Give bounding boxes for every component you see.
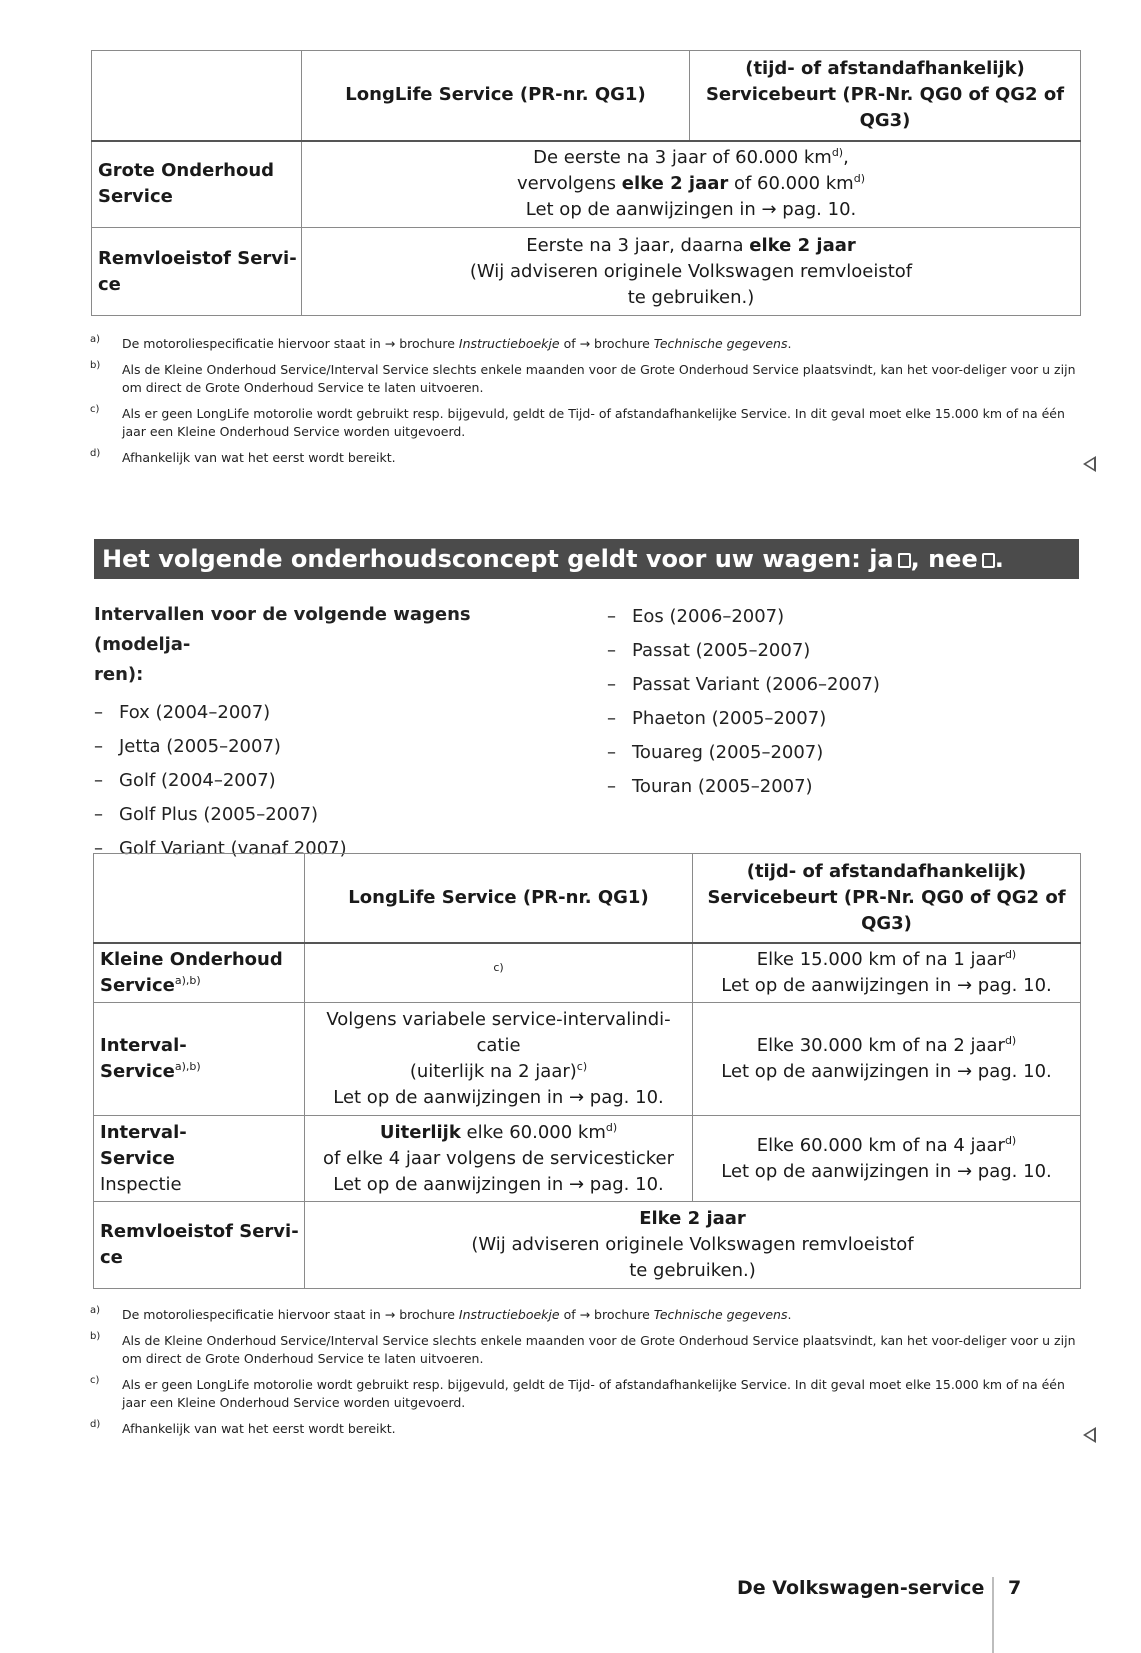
dash-icon: – — [607, 640, 616, 661]
footnote-text: Als er geen LongLife motorolie wordt gebruikt resp. bijgevuld, geldt de Tijd- of afstandafhankelijke Service. In dit geval moet elke 15.000 km of na één jaar een Kleine Onderhoud Service worden uitgevoerd. — [122, 406, 1065, 439]
footnote-mark: c) — [90, 404, 100, 415]
value-text: Elke 60.000 km of na 4 jaar — [756, 1134, 1005, 1156]
footnote-mark: a) — [90, 334, 101, 345]
model-item — [607, 634, 880, 668]
footnote-a — [90, 1306, 1080, 1324]
dash-icon: – — [607, 674, 616, 695]
model-name: Touran (2005–2007) — [632, 776, 813, 797]
value-line — [305, 1206, 1080, 1232]
footnotes-2 — [90, 1306, 1080, 1446]
header-empty-cell — [92, 51, 302, 141]
model-item — [94, 798, 564, 832]
footnote-ref: a),b) — [174, 1060, 201, 1073]
model-item — [94, 730, 564, 764]
dash-icon: – — [607, 708, 616, 729]
footnote-ref: d) — [1004, 947, 1017, 961]
row-label-text: Service — [100, 974, 175, 996]
header-longlife — [305, 854, 693, 943]
footnote-mark: d) — [90, 448, 101, 459]
brochure-title: Instructieboekje — [458, 336, 560, 351]
value-line — [693, 1133, 1080, 1159]
value-text: Elke 30.000 km of na 2 jaar — [756, 1035, 1005, 1056]
model-name: Passat (2005–2007) — [632, 640, 811, 661]
value-line: (Wij adviseren originele Volkswagen remvloeistof — [471, 1234, 914, 1255]
model-name: Golf (2004–2007) — [119, 770, 276, 791]
footnote-ref: d) — [1004, 1034, 1017, 1047]
footer-separator — [992, 1577, 994, 1653]
model-name: Fox (2004–2007) — [119, 702, 271, 723]
value-emphasis: elke 2 jaar — [749, 234, 856, 256]
value-text: Eerste na 3 jaar, daarna — [526, 234, 750, 256]
header-longlife — [302, 51, 690, 141]
model-item — [94, 696, 564, 730]
value-text: elke 60.000 km — [460, 1121, 606, 1143]
footnote-b — [90, 1332, 1080, 1368]
row-label-line: Remvloeistof Servi- — [98, 247, 297, 269]
row-value-remvloeistof — [305, 1202, 1081, 1289]
footnote-ref: c) — [493, 960, 504, 974]
value-line: Volgens variabele service-intervalindi- — [326, 1009, 671, 1030]
model-item — [607, 770, 880, 804]
header-timed-service — [690, 51, 1081, 141]
value-line: te gebruiken.) — [627, 286, 755, 308]
row-label-line: Interval- — [100, 1121, 187, 1143]
page-number: 7 — [1008, 1577, 1022, 1599]
row-label-line — [100, 1059, 304, 1085]
footnote-b — [90, 361, 1080, 397]
footnote-ref: d) — [605, 1120, 618, 1134]
value-line: te gebruiken.) — [629, 1260, 756, 1281]
row-label-line: Service — [98, 186, 173, 208]
model-name: Jetta (2005–2007) — [119, 736, 281, 757]
table-row — [94, 1202, 1081, 1289]
header-timed-line: (tijd- of afstandafhankelijk) — [746, 860, 1027, 882]
model-name: Touareg (2005–2007) — [632, 742, 824, 763]
brochure-title: Technische gegevens — [653, 336, 788, 351]
brochure-title: Instructieboekje — [458, 1307, 560, 1322]
row-label-remvloeistof — [94, 1202, 305, 1289]
row-label-text: Service — [100, 1061, 175, 1082]
dash-icon: – — [94, 770, 103, 791]
timed-value — [693, 1116, 1081, 1202]
footnote-text: De motoroliespecificatie hiervoor staat in → brochure — [122, 1307, 459, 1322]
value-line — [302, 171, 1080, 197]
section-heading-text: , nee — [910, 545, 978, 573]
value-text: (uiterlijk na 2 jaar) — [409, 1061, 577, 1082]
value-line — [693, 947, 1080, 973]
footnote-text: Als de Kleine Onderhoud Service/Interval Service slechts enkele maanden voor de Grote Onderhoud Service plaatsvindt, kan het voor-deliger voor u zijn om direct de Grote Onderhoud Service te laten uitvoeren. — [122, 1333, 1076, 1366]
page-reference: Let op de aanwijzingen in → pag. 10. — [721, 1160, 1052, 1182]
footnote-text: De motoroliespecificatie hiervoor staat in → brochure — [122, 336, 459, 351]
value-text: De eerste na 3 jaar of 60.000 km — [533, 147, 832, 169]
footnote-c — [90, 1376, 1080, 1412]
model-name: Golf Variant (vanaf 2007) — [119, 838, 347, 859]
footnote-ref: c) — [576, 1060, 588, 1073]
value-text: Elke 15.000 km of na 1 jaar — [756, 948, 1005, 970]
model-list-left — [94, 600, 564, 866]
dash-icon: – — [94, 736, 103, 757]
section-heading-text: . — [994, 545, 1004, 573]
table-row — [94, 1116, 1081, 1202]
footnote-text: . — [787, 336, 792, 351]
model-item — [607, 600, 880, 634]
footnote-mark: b) — [90, 360, 101, 371]
header-empty-cell — [94, 854, 305, 943]
section-heading-text: Het volgende onderhoudsconcept geldt voor uw wagen: ja — [102, 545, 894, 573]
header-longlife-text: LongLife Service (PR-nr. QG1) — [345, 84, 646, 106]
footnote-text: Afhankelijk van wat het eerst wordt bereikt. — [122, 450, 396, 465]
footnote-text: of → brochure — [559, 336, 654, 351]
table-row — [92, 228, 1081, 316]
row-label-kleine-onderhoud — [94, 943, 305, 1003]
table-row — [92, 141, 1081, 228]
header-timed-line: QG3) — [861, 912, 912, 934]
row-label-line: Kleine Onderhoud — [100, 948, 283, 970]
longlife-value — [305, 1003, 693, 1116]
footnote-d — [90, 449, 1080, 467]
value-text: vervolgens — [516, 173, 622, 195]
dash-icon: – — [607, 606, 616, 627]
model-name: Phaeton (2005–2007) — [632, 708, 827, 729]
header-timed-line: Servicebeurt (PR-Nr. QG0 of QG2 of — [707, 886, 1066, 908]
row-label-line: ce — [100, 1247, 123, 1268]
footnote-text: Als de Kleine Onderhoud Service/Interval Service slechts enkele maanden voor de Grote Onderhoud Service plaatsvindt, kan het voor-deliger voor u zijn om direct de Grote Onderhoud Service te laten uitvoeren. — [122, 362, 1076, 395]
value-emphasis: Uiterlijk — [379, 1121, 461, 1143]
value-line — [305, 1120, 692, 1146]
footnote-mark: d) — [90, 1419, 101, 1430]
model-item — [607, 702, 880, 736]
value-line — [302, 145, 1080, 171]
footer-section-title: De Volkswagen-service — [737, 1577, 985, 1599]
footnote-mark: b) — [90, 1331, 101, 1342]
dash-icon: – — [94, 702, 103, 723]
row-label-interval-service — [94, 1003, 305, 1116]
footnote-text: of → brochure — [559, 1307, 654, 1322]
footnote-d — [90, 1420, 1080, 1438]
value-line: catie — [476, 1035, 521, 1056]
footnote-c — [90, 405, 1080, 441]
model-item — [94, 764, 564, 798]
row-label-line: Inspectie — [100, 1173, 182, 1195]
intro-line: Intervallen voor de volgende wagens (modelja- — [94, 604, 471, 655]
row-label-interval-inspectie — [94, 1116, 305, 1202]
footnote-ref: d) — [853, 172, 866, 186]
row-label-line: ce — [98, 273, 121, 295]
footnote-text: Afhankelijk van wat het eerst wordt bereikt. — [122, 1421, 396, 1436]
page-reference: Let op de aanwijzingen in → pag. 10. — [721, 1061, 1052, 1082]
model-list-right — [607, 600, 880, 804]
footnote-ref: d) — [831, 146, 844, 160]
header-longlife-text: LongLife Service (PR-nr. QG1) — [348, 886, 649, 908]
value-text: , — [843, 147, 849, 169]
service-table-1 — [91, 50, 1081, 316]
model-item — [607, 668, 880, 702]
model-name: Eos (2006–2007) — [632, 606, 785, 627]
model-name: Golf Plus (2005–2007) — [119, 804, 319, 825]
longlife-value — [305, 943, 693, 1003]
header-timed-line: (tijd- of afstandafhankelijk) — [745, 58, 1025, 80]
row-label-line — [100, 973, 304, 999]
dash-icon: – — [94, 838, 103, 859]
page-reference: Let op de aanwijzingen in → pag. 10. — [525, 199, 857, 221]
table-header-row — [94, 854, 1081, 943]
section-heading — [94, 539, 1079, 579]
value-line: of elke 4 jaar volgens de servicesticker — [322, 1147, 675, 1169]
value-text: of 60.000 km — [728, 173, 854, 195]
value-line — [305, 1059, 692, 1085]
footnote-mark: a) — [90, 1305, 101, 1316]
section-end-triangle-icon — [1083, 456, 1096, 472]
table-row — [94, 1003, 1081, 1116]
service-table-2 — [93, 853, 1081, 1289]
header-timed-service — [693, 854, 1081, 943]
value-emphasis: Elke 2 jaar — [639, 1208, 746, 1229]
section-end-triangle-icon — [1083, 1427, 1096, 1443]
checkbox-yes-icon[interactable] — [898, 553, 911, 568]
row-label-line: Grote Onderhoud — [98, 160, 275, 182]
value-line — [693, 1033, 1080, 1059]
value-emphasis: elke 2 jaar — [621, 173, 729, 195]
footnote-text: Als er geen LongLife motorolie wordt gebruikt resp. bijgevuld, geldt de Tijd- of afstandafhankelijke Service. In dit geval moet elke 15.000 km of na één jaar een Kleine Onderhoud Service worden uitgevoerd. — [122, 1377, 1065, 1410]
row-label-line: Service — [100, 1147, 175, 1169]
row-label-grote-onderhoud — [92, 141, 302, 228]
footnote-mark: c) — [90, 1375, 100, 1386]
dash-icon: – — [607, 742, 616, 763]
row-label-line: Interval- — [100, 1035, 187, 1056]
footnote-ref: d) — [1004, 1133, 1017, 1147]
header-timed-line: QG3) — [859, 110, 911, 132]
page-reference: Let op de aanwijzingen in → pag. 10. — [333, 1173, 664, 1195]
table-header-row — [92, 51, 1081, 141]
checkbox-no-icon[interactable] — [982, 553, 995, 568]
row-label-line: Remvloeistof Servi- — [100, 1221, 299, 1242]
row-label-remvloeistof — [92, 228, 302, 316]
model-list-intro — [94, 600, 564, 690]
intro-line: ren): — [94, 664, 144, 685]
row-value-grote-onderhoud — [302, 141, 1081, 228]
longlife-value — [305, 1116, 693, 1202]
value-line — [302, 233, 1080, 259]
footnotes-1 — [90, 335, 1080, 475]
page-reference: Let op de aanwijzingen in → pag. 10. — [333, 1087, 664, 1108]
table-row — [94, 943, 1081, 1003]
timed-value — [693, 1003, 1081, 1116]
dash-icon: – — [94, 804, 103, 825]
header-timed-line: Servicebeurt (PR-Nr. QG0 of QG2 of — [705, 84, 1065, 106]
footnote-a — [90, 335, 1080, 353]
timed-value — [693, 943, 1081, 1003]
dash-icon: – — [607, 776, 616, 797]
footnote-ref: a),b) — [174, 973, 201, 987]
brochure-title: Technische gegevens — [653, 1307, 788, 1322]
footnote-text: . — [787, 1307, 792, 1322]
row-value-remvloeistof — [302, 228, 1081, 316]
value-line: (Wij adviseren originele Volkswagen remvloeistof — [469, 260, 913, 282]
model-item — [607, 736, 880, 770]
page-reference: Let op de aanwijzingen in → pag. 10. — [721, 974, 1052, 996]
model-name: Passat Variant (2006–2007) — [632, 674, 880, 695]
